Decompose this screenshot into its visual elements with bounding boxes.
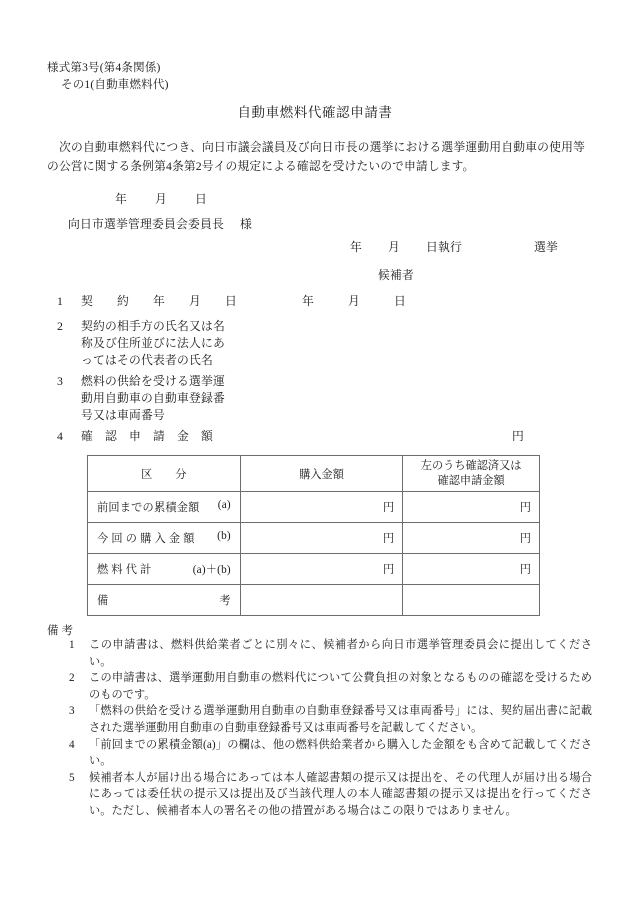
form-item-3-line2: 動用自動車の自動車登録番 <box>81 391 225 405</box>
row-label-remarks <box>88 585 241 616</box>
date-day-label: 日 <box>195 192 207 206</box>
date-month-label: 月 <box>155 192 167 206</box>
table-row <box>88 492 540 523</box>
note-text: 「前回までの累積金額(a)」の欄は、他の燃料供給業者から購入した金額をも含めて記載してください。 <box>89 738 592 768</box>
candidate-label: 候補者 <box>378 268 414 282</box>
election-day-exec-label: 日執行 <box>426 240 462 254</box>
cell-confirmed-amount[interactable]: 円 <box>403 523 540 554</box>
row-label-previous-cumulative <box>88 492 241 523</box>
form-item-2-line2: 称及び住所並びに法人にあ <box>81 336 225 350</box>
note-item <box>47 637 592 670</box>
column-header-confirmed-amount <box>403 456 540 492</box>
form-item-1-label: 契 約 年 月 日 <box>81 294 237 308</box>
form-item-3-line3: 号又は車両番号 <box>81 408 165 422</box>
date-year-label: 年 <box>115 192 127 206</box>
form-item-2 <box>57 318 225 369</box>
row-label-tag: (a) <box>217 499 231 511</box>
row-label-fuel-total <box>88 554 241 585</box>
note-item <box>47 770 592 820</box>
form-item-1-number: 1 <box>57 294 64 308</box>
cell-purchase-amount[interactable]: 円 <box>240 554 402 585</box>
form-item-3-number: 3 <box>57 374 64 388</box>
note-text: この申請書は、燃料供給業者ごとに別々に、候補者から向日市選挙管理委員会に提出してください。 <box>89 639 592 668</box>
cell-purchase-amount[interactable]: 円 <box>240 492 402 523</box>
amount-table <box>87 455 540 616</box>
addressee <box>68 215 252 232</box>
note-text: 「燃料の供給を受ける選挙運動用自動車の自動車登録番号又は車両番号」には、契約届出書に記載された選挙運動用自動車の自動車登録番号又は車両番号を記載してください。 <box>89 705 592 734</box>
contract-year-label: 年 <box>302 294 314 308</box>
cell-remarks-confirmed[interactable] <box>403 585 540 616</box>
form-code-line2: その1(自動車燃料代) <box>61 79 169 91</box>
form-item-4 <box>57 428 524 445</box>
note-number: 4 <box>69 738 75 751</box>
table-header-row <box>88 456 540 492</box>
contract-month-label: 月 <box>348 294 360 308</box>
cell-confirmed-amount[interactable]: 円 <box>403 492 540 523</box>
note-item <box>47 737 592 770</box>
form-item-2-line3: ってはその代表者の氏名 <box>81 353 213 367</box>
note-item <box>47 703 592 736</box>
table-row <box>88 585 540 616</box>
column-header-purchase-amount: 購入金額 <box>240 456 402 492</box>
election-year-label: 年 <box>350 240 362 254</box>
form-item-1-date-blanks <box>302 293 406 310</box>
note-item <box>47 670 592 703</box>
note-number: 1 <box>69 639 75 651</box>
form-item-3-line1: 燃料の供給を受ける選挙運 <box>81 374 225 388</box>
row-label-tag: (a)＋(b) <box>192 564 231 576</box>
row-label-text: 今 回 の 購 入 金 額 <box>97 533 195 545</box>
row-label-text: 燃 料 代 計 <box>97 564 152 576</box>
form-item-3-label <box>81 373 225 424</box>
form-item-4-label: 確 認 申 請 金 額 <box>81 429 213 443</box>
form-item-2-line1: 契約の相手方の氏名又は名 <box>81 319 225 333</box>
addressee-honorific: 様 <box>239 217 252 231</box>
table-row <box>88 523 540 554</box>
amount-table-head <box>88 456 540 492</box>
cell-remarks-purchase[interactable] <box>240 585 402 616</box>
cell-confirmed-amount[interactable]: 円 <box>403 554 540 585</box>
form-item-4-number: 4 <box>57 429 64 443</box>
note-number: 2 <box>69 672 75 685</box>
election-date-line <box>350 238 558 255</box>
form-code <box>47 60 169 94</box>
note-number: 3 <box>69 705 75 718</box>
notes-title: 備考 <box>47 625 76 637</box>
amount-table-body <box>88 492 540 616</box>
note-text: 候補者本人が届け出る場合にあっては本人確認書類の提示又は提出を、その代理人が届け出る場合にあっては委任状の提示又は提出及び当該代理人の本人確認書類の提示又は提出を行ってください。ただし、候補者本人の署名その他の措置がある場合はこの限りではありません。 <box>89 771 592 817</box>
application-date-line <box>115 190 207 207</box>
form-code-line1: 様式第3号(第4条関係) <box>47 62 161 74</box>
row-label-current-purchase <box>88 523 241 554</box>
election-month-label: 月 <box>388 240 400 254</box>
column-header-confirmed-line2: 確認申請金額 <box>437 474 505 487</box>
page-title: 自動車燃料代確認申請書 <box>237 105 393 120</box>
row-label-text: 備 <box>97 595 109 607</box>
form-item-2-label <box>81 318 225 369</box>
form-item-3 <box>57 373 225 424</box>
notes-list <box>47 637 592 820</box>
intro-paragraph: 次の自動車燃料代につき、向日市議会議員及び向日市長の選挙における選挙運動用自動車の使用等の公営に関する条例第4条第2号イの規定による確認を受けたいので申請します。 <box>47 140 585 173</box>
form-item-2-number: 2 <box>57 319 64 333</box>
note-text: この申請書は、選挙運動用自動車の燃料代について公費負担の対象となるものの確認を受けるためのものです。 <box>89 672 592 701</box>
cell-purchase-amount[interactable]: 円 <box>240 523 402 554</box>
row-label-text: 前回までの累積金額 <box>97 502 200 514</box>
form-item-4-yen-unit: 円 <box>512 429 524 443</box>
election-label: 選挙 <box>534 240 558 254</box>
addressee-name: 向日市選挙管理委員会委員長 <box>68 217 224 231</box>
contract-day-label: 日 <box>394 294 406 308</box>
column-header-kubun: 区 分 <box>88 456 241 492</box>
row-label-tag: 考 <box>219 595 231 607</box>
column-header-confirmed-line1: 左のうち確認済又は <box>420 459 522 472</box>
form-item-1 <box>57 293 406 310</box>
row-label-tag: (b) <box>217 530 231 542</box>
table-row <box>88 554 540 585</box>
note-number: 5 <box>69 771 75 784</box>
